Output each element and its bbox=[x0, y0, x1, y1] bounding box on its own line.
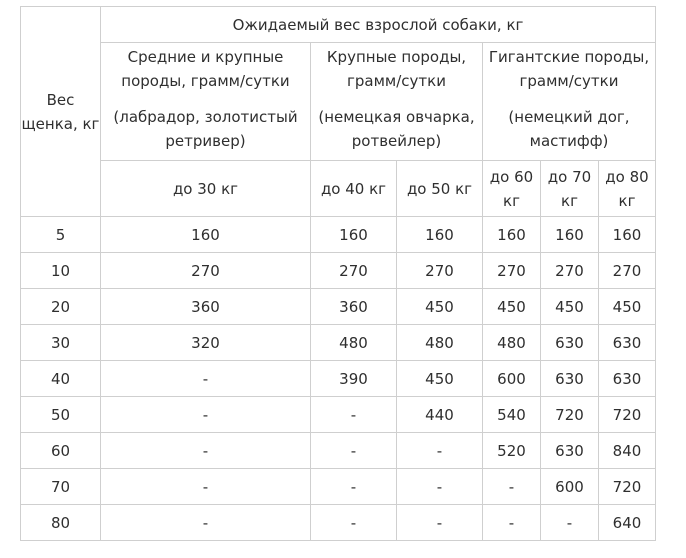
table-cell: 480 bbox=[311, 325, 397, 361]
table-cell: 270 bbox=[599, 253, 656, 289]
table-row bbox=[21, 469, 656, 505]
puppy-weight-cell: 60 bbox=[21, 433, 101, 469]
table-cell: 160 bbox=[101, 217, 311, 253]
table-cell: - bbox=[311, 469, 397, 505]
subheader-up-to-70-line-1: до 70 bbox=[547, 167, 592, 186]
table-cell: 160 bbox=[599, 217, 656, 253]
subheader-up-to-60-line-1: до 60 bbox=[489, 167, 534, 186]
puppy-weight-header bbox=[21, 7, 101, 217]
table-row bbox=[21, 253, 656, 289]
subheader-up-to-40-label: до 40 кг bbox=[320, 179, 387, 198]
table-cell: 360 bbox=[101, 289, 311, 325]
subheader-up-to-50-label: до 50 кг bbox=[406, 179, 473, 198]
table-cell: - bbox=[311, 505, 397, 541]
group-large-examples-1: (немецкая овчарка, bbox=[318, 108, 475, 126]
table-cell: 320 bbox=[101, 325, 311, 361]
table-cell: 160 bbox=[397, 217, 483, 253]
puppy-weight-cell: 20 bbox=[21, 289, 101, 325]
table-cell: 640 bbox=[599, 505, 656, 541]
group-medium-large-name-1: Средние и крупные bbox=[127, 48, 284, 66]
table-cell: 720 bbox=[599, 469, 656, 505]
puppy-feeding-table bbox=[20, 6, 656, 541]
group-large-name-2: грамм/сутки bbox=[347, 72, 446, 90]
table-cell: 520 bbox=[483, 433, 541, 469]
table-cell: 390 bbox=[311, 361, 397, 397]
table-cell: - bbox=[311, 397, 397, 433]
table-cell: - bbox=[101, 361, 311, 397]
table-cell: 160 bbox=[541, 217, 599, 253]
group-medium-large-examples-2: ретривер) bbox=[165, 132, 246, 150]
subheader-up-to-50 bbox=[397, 161, 483, 217]
table-cell: 630 bbox=[599, 361, 656, 397]
subheader-up-to-60 bbox=[483, 161, 541, 217]
table-cell: - bbox=[541, 505, 599, 541]
adult-weight-title: Ожидаемый вес взрослой собаки, кг bbox=[101, 7, 656, 43]
table-cell: 840 bbox=[599, 433, 656, 469]
subheader-up-to-80-line-2: кг bbox=[618, 191, 636, 210]
puppy-weight-cell: 10 bbox=[21, 253, 101, 289]
group-medium-large-name-2: породы, грамм/сутки bbox=[121, 72, 290, 90]
table-cell: - bbox=[311, 433, 397, 469]
table-cell: 480 bbox=[483, 325, 541, 361]
table-cell: - bbox=[483, 505, 541, 541]
table-row bbox=[21, 289, 656, 325]
puppy-weight-cell: 70 bbox=[21, 469, 101, 505]
table-cell: 720 bbox=[541, 397, 599, 433]
table-cell: 270 bbox=[541, 253, 599, 289]
table-cell: 160 bbox=[311, 217, 397, 253]
puppy-weight-cell: 50 bbox=[21, 397, 101, 433]
table-cell: 270 bbox=[311, 253, 397, 289]
table-cell: - bbox=[483, 469, 541, 505]
subheader-up-to-40 bbox=[311, 161, 397, 217]
table-cell: 600 bbox=[483, 361, 541, 397]
table-cell: 360 bbox=[311, 289, 397, 325]
puppy-weight-header-line-2: щенка, кг bbox=[21, 114, 100, 133]
table-cell: 480 bbox=[397, 325, 483, 361]
table-cell: - bbox=[397, 505, 483, 541]
puppy-weight-cell: 30 bbox=[21, 325, 101, 361]
table-cell: - bbox=[101, 397, 311, 433]
puppy-weight-cell: 80 bbox=[21, 505, 101, 541]
table-cell: - bbox=[397, 469, 483, 505]
table-cell: 270 bbox=[483, 253, 541, 289]
group-giant-examples-1: (немецкий дог, bbox=[508, 108, 630, 126]
table-cell: - bbox=[101, 433, 311, 469]
subheader-up-to-80-line-1: до 80 bbox=[605, 167, 649, 186]
table-row bbox=[21, 361, 656, 397]
table-cell: 630 bbox=[541, 361, 599, 397]
table-row bbox=[21, 325, 656, 361]
table-cell: 630 bbox=[541, 433, 599, 469]
table-cell: 600 bbox=[541, 469, 599, 505]
table-cell: 720 bbox=[599, 397, 656, 433]
table-cell: 440 bbox=[397, 397, 483, 433]
table-row bbox=[21, 217, 656, 253]
subheader-up-to-30-label: до 30 кг bbox=[172, 179, 239, 198]
table-cell: 450 bbox=[483, 289, 541, 325]
puppy-weight-cell: 5 bbox=[21, 217, 101, 253]
group-large-examples-2: ротвейлер) bbox=[351, 132, 442, 150]
table-cell: 450 bbox=[599, 289, 656, 325]
table-cell: 630 bbox=[541, 325, 599, 361]
group-header-medium-large bbox=[101, 43, 311, 161]
group-header-large bbox=[311, 43, 483, 161]
table-row bbox=[21, 433, 656, 469]
group-giant-examples-2: мастифф) bbox=[529, 132, 609, 150]
group-giant-name-1: Гигантские породы, bbox=[488, 48, 650, 66]
subheader-up-to-80 bbox=[599, 161, 656, 217]
puppy-weight-header-line-1: Вес bbox=[46, 90, 75, 109]
puppy-weight-cell: 40 bbox=[21, 361, 101, 397]
table-cell: 540 bbox=[483, 397, 541, 433]
table-cell: 160 bbox=[483, 217, 541, 253]
table-cell: - bbox=[101, 469, 311, 505]
group-medium-large-examples-1: (лабрадор, золотистый bbox=[113, 108, 298, 126]
table-cell: 450 bbox=[397, 361, 483, 397]
table-cell: 270 bbox=[101, 253, 311, 289]
table-cell: - bbox=[397, 433, 483, 469]
table-cell: 450 bbox=[541, 289, 599, 325]
table-row bbox=[21, 505, 656, 541]
table-cell: 450 bbox=[397, 289, 483, 325]
subheader-up-to-30 bbox=[101, 161, 311, 217]
group-large-name-1: Крупные породы, bbox=[326, 48, 467, 66]
table-cell: 270 bbox=[397, 253, 483, 289]
subheader-up-to-60-line-2: кг bbox=[503, 191, 520, 210]
subheader-up-to-70-line-2: кг bbox=[561, 191, 578, 210]
group-header-giant bbox=[483, 43, 656, 161]
subheader-up-to-70 bbox=[541, 161, 599, 217]
table-cell: 630 bbox=[599, 325, 656, 361]
table-cell: - bbox=[101, 505, 311, 541]
group-giant-name-2: грамм/сутки bbox=[519, 72, 619, 90]
table-row bbox=[21, 397, 656, 433]
